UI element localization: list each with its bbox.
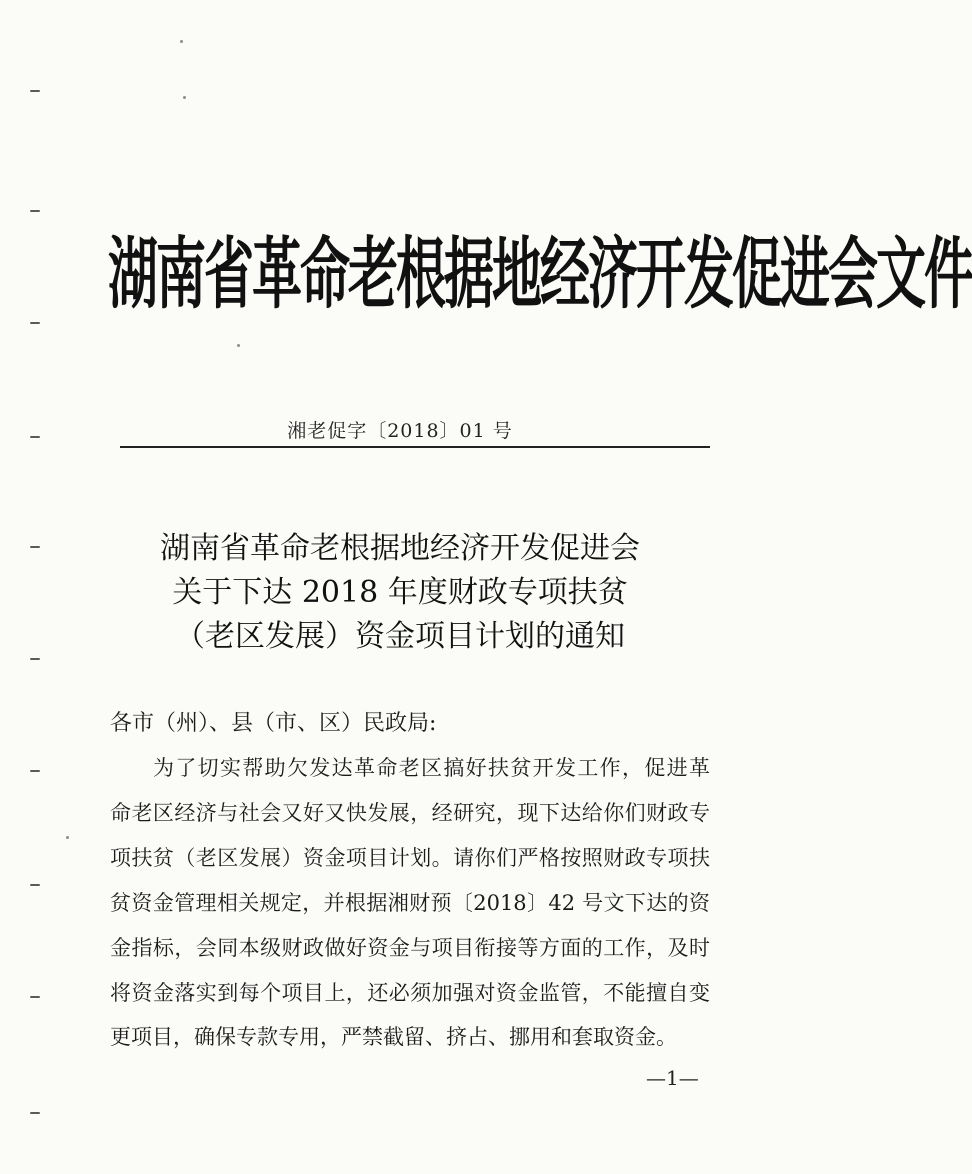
scan-speck (66, 836, 69, 839)
scan-speck (183, 96, 186, 99)
notice-title-line: （老区发展）资金项目计划的通知 (175, 619, 625, 654)
scan-edge-mark (30, 770, 40, 772)
addressee: 各市（州）、县（市、区）民政局: (110, 711, 437, 736)
document-number: 湘老促字〔2018〕01 号 (287, 420, 513, 442)
scan-edge-mark (30, 322, 40, 324)
scan-edge-mark (30, 1112, 40, 1114)
scan-speck (237, 344, 240, 347)
scan-edge-mark (30, 996, 40, 998)
scan-edge-mark (30, 210, 40, 212)
issuer-title: 湖南省革命老根据地经济开发促进会文件 (108, 229, 972, 319)
scan-speck (180, 40, 183, 43)
header-divider (120, 446, 710, 448)
body-line: 更项目，确保专款专用，严禁截留、挤占、挪用和套取资金。 (110, 1025, 677, 1049)
scan-edge-mark (30, 884, 40, 886)
body-line: 贫资金管理相关规定，并根据湘财预〔2018〕42 号文下达的资 (110, 891, 710, 915)
body-line: 将资金落实到每个项目上，还必须加强对资金监管，不能擅自变 (110, 981, 710, 1005)
body-line: 项扶贫（老区发展）资金项目计划。请你们严格按照财政专项扶 (110, 846, 710, 870)
body-line: 命老区经济与社会又好又快发展，经研究，现下达给你们财政专 (110, 801, 710, 825)
notice-title (0, 527, 800, 659)
body-line: 金指标，会同本级财政做好资金与项目衔接等方面的工作，及时 (110, 936, 710, 960)
scan-edge-mark (30, 90, 40, 92)
page-number: —1— (646, 1066, 699, 1090)
notice-title-line: 湖南省革命老根据地经济开发促进会 (160, 531, 640, 566)
notice-title-line: 关于下达 2018 年度财政专项扶贫 (172, 575, 628, 610)
body-line: 为了切实帮助欠发达革命老区搞好扶贫开发工作，促进革 (153, 756, 710, 780)
